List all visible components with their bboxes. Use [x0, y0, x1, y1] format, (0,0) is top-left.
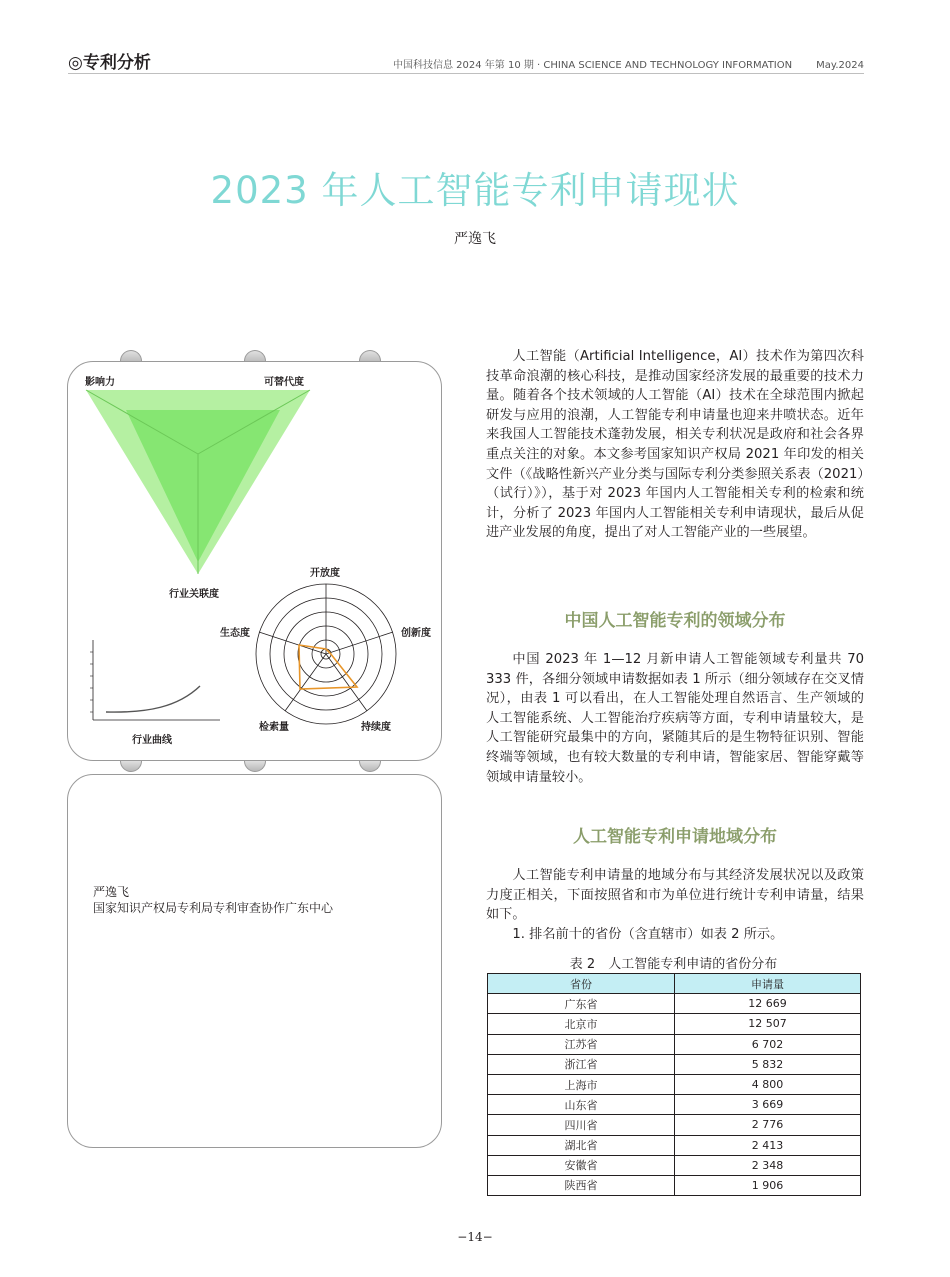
- radar-axis-sustainability: [326, 654, 367, 711]
- table-cell-province: 湖北省: [488, 1135, 675, 1155]
- label-industry-curve: 行业曲线: [132, 735, 172, 746]
- author-name: 严逸飞: [93, 885, 130, 899]
- table-row: [488, 1054, 861, 1074]
- table2: [487, 973, 861, 1196]
- label-innovation: 创新度: [401, 628, 431, 639]
- radar-series: [299, 645, 357, 689]
- label-search-volume: 检索量: [259, 722, 289, 733]
- table-cell-province: 四川省: [488, 1115, 675, 1135]
- section1-paragraph: 中国 2023 年 1—12 月新申请人工智能领域专利量共 70 333 件，各细分领域申请数据如表 1 所示（细分领域存在交叉情况），由表 1 可以看出，在人工智能处理自然语言、生产领域的人工智能系统、人工智能治疗疾病等方面，专利申请量较大，是人工智能研究最集中的方向，紧随其后的是生物特征识别、智能终端等领域，也有较大数量的专利申请，智能家居、智能穿戴等领域申请量较小。: [486, 652, 864, 785]
- table-cell-count: 2 348: [675, 1155, 861, 1175]
- label-influence: 影响力: [85, 377, 115, 388]
- section1-heading: 中国人工智能专利的领域分布: [564, 611, 786, 631]
- label-openness: 开放度: [310, 568, 340, 579]
- table-row: [488, 1175, 861, 1195]
- table-cell-province: 陕西省: [488, 1175, 675, 1195]
- table-row: [488, 1095, 861, 1115]
- table-cell-count: 2 776: [675, 1115, 861, 1135]
- article-title: 2023 年人工智能专利申请现状: [210, 169, 740, 212]
- radar-axis-innovation: [326, 632, 393, 654]
- section2-heading: 人工智能专利申请地域分布: [573, 827, 777, 847]
- table-cell-count: 3 669: [675, 1095, 861, 1115]
- label-industry-relevance: 行业关联度: [169, 589, 219, 600]
- journal-info: [393, 56, 864, 71]
- table-cell-province: 广东省: [488, 994, 675, 1014]
- table-cell-count: 12 669: [675, 994, 861, 1014]
- table-row: [488, 994, 861, 1014]
- issue-date: May.2024: [816, 60, 864, 71]
- binder-ring-bottom-middle: [244, 761, 266, 772]
- table-cell-province: 安徽省: [488, 1155, 675, 1175]
- journal-name: 中国科技信息 2024 年第 10 期 · CHINA SCIENCE AND TECHNOLOGY INFORMATION: [392, 60, 793, 71]
- label-sustainability: 持续度: [361, 722, 391, 733]
- table-cell-province: 上海市: [488, 1074, 675, 1094]
- table-cell-province: 山东省: [488, 1095, 675, 1115]
- table-row: [488, 1014, 861, 1034]
- page-header: [68, 46, 864, 74]
- table-header-province: 省份: [488, 974, 675, 994]
- table-cell-province: 北京市: [488, 1014, 675, 1034]
- radar-chart: [256, 584, 396, 724]
- label-substitutability: 可替代度: [264, 377, 304, 388]
- label-ecology: 生态度: [220, 628, 250, 639]
- section2-block: [486, 866, 864, 944]
- radar-axis-ecology: [259, 632, 326, 654]
- table-header-row: [488, 974, 861, 994]
- curve-ticks: [90, 652, 93, 712]
- table-header-count: 申请量: [675, 974, 861, 994]
- page-number: −14−: [457, 1230, 493, 1244]
- industry-curve-chart: [93, 640, 220, 720]
- binder-ring-bottom-left: [120, 761, 142, 772]
- section2-paragraph: 人工智能专利申请量的地域分布与其经济发展状况以及政策力度正相关，下面按照省和市为单位进行统计专利申请量，结果如下。: [486, 868, 864, 923]
- table-row: [488, 1115, 861, 1135]
- radar-axis-search: [285, 654, 326, 711]
- infographic-panel: [67, 361, 442, 761]
- list-item-1: 1. 排名前十的省份（含直辖市）如表 2 所示。: [512, 926, 784, 942]
- table-cell-count: 6 702: [675, 1034, 861, 1054]
- intro-paragraph: 人工智能（Artificial Intelligence，AI）技术作为第四次科技革命浪潮的核心科技，是推动国家经济发展的最重要的技术力量。随着各个技术领域的人工智能（AI）技术在全球范围内掀起研发与应用的浪潮，人工智能专利申请量也迎来井喷状态。近年来我国人工智能技术蓬勃发展，相关专利状况是政府和社会各界重点关注的对象。本文参考国家知识产权局 2021 年印发的相关文件（《战略性新兴产业分类与国际专利分类参照关系表（2021）（试行）》），基于对 2023 年国内人工智能相关专利的检索和统计，分析了 2023 年国内人工智能相关专利申请现状，最后从促进产业发展的角度，提出了对人工智能产业的一些展望。: [486, 349, 864, 541]
- section-label: ◎专利分析: [68, 53, 151, 73]
- table-cell-count: 5 832: [675, 1054, 861, 1074]
- table2-caption: 表 2 人工智能专利申请的省份分布: [569, 957, 778, 972]
- section1-block: [486, 650, 864, 787]
- article-author: 严逸飞: [454, 231, 496, 247]
- infographic-drawing: [68, 362, 443, 762]
- author-info-box: [67, 774, 442, 1148]
- table-row: [488, 1074, 861, 1094]
- table-cell-count: 2 413: [675, 1135, 861, 1155]
- industry-curve-line: [106, 686, 200, 712]
- binder-ring-bottom-right: [359, 761, 381, 772]
- table-cell-count: 1 906: [675, 1175, 861, 1195]
- table-row: [488, 1155, 861, 1175]
- intro-block: [486, 347, 864, 543]
- author-affiliation: 国家知识产权局专利局专利审查协作广东中心: [93, 901, 334, 915]
- table-cell-province: 江苏省: [488, 1034, 675, 1054]
- table-cell-count: 12 507: [675, 1014, 861, 1034]
- table-cell-count: 4 800: [675, 1074, 861, 1094]
- table-row: [488, 1034, 861, 1054]
- table-cell-province: 浙江省: [488, 1054, 675, 1074]
- table-row: [488, 1135, 861, 1155]
